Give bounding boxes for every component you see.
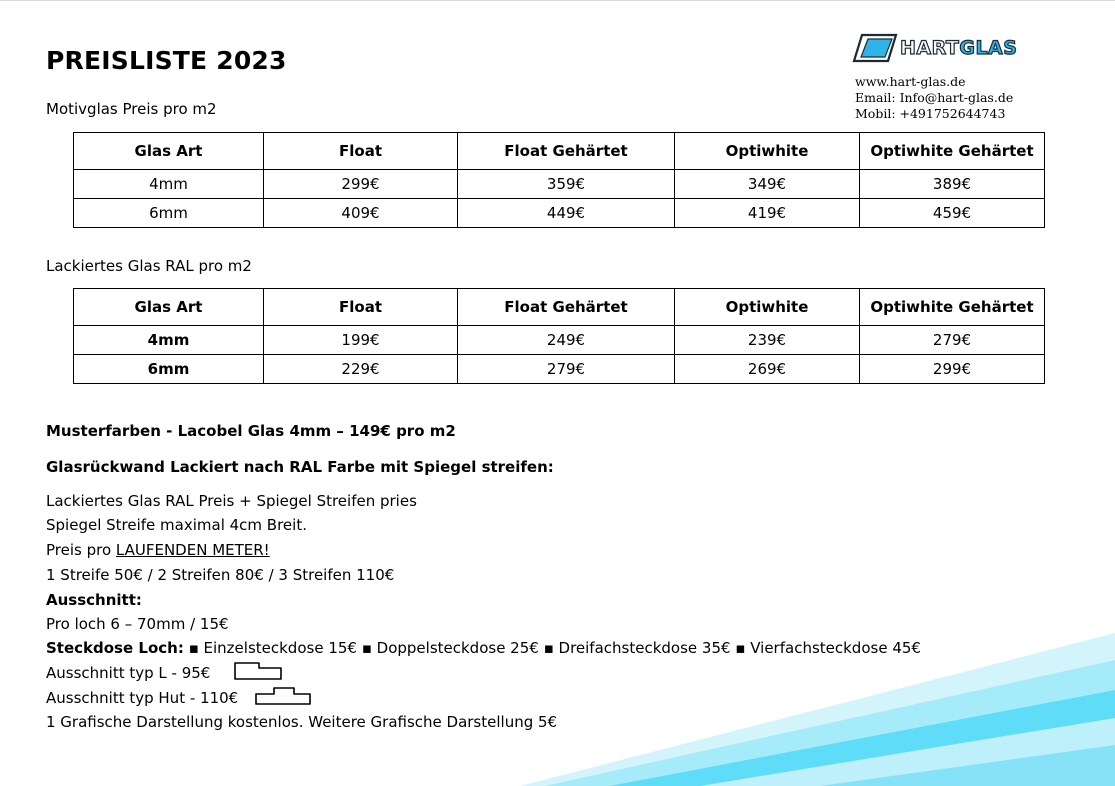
- table-cell: 249€: [458, 326, 675, 355]
- glasrueckwand-heading: Glasrückwand Lackiert nach RAL Farbe mit Spiegel streifen:: [46, 458, 554, 476]
- table-cell: 299€: [860, 355, 1045, 384]
- table-header-row: [74, 133, 1045, 170]
- table-cell: 229€: [264, 355, 458, 384]
- table-cell: 6mm: [74, 199, 264, 228]
- table-cell: 359€: [458, 170, 675, 199]
- motivglas-price-table: [73, 132, 1045, 228]
- table-cell: 349€: [675, 170, 860, 199]
- steckdose-label: Steckdose Loch:: [46, 639, 184, 657]
- table-cell: 239€: [675, 326, 860, 355]
- note-line: Ausschnitt typ L - 95€: [46, 664, 211, 682]
- table-cell: 199€: [264, 326, 458, 355]
- steckdose-line: [46, 639, 921, 657]
- table-cell: 459€: [860, 199, 1045, 228]
- table-cell: 299€: [264, 170, 458, 199]
- table-header-row: [74, 289, 1045, 326]
- contact-info: [855, 74, 1013, 122]
- table-cell: 4mm: [74, 170, 264, 199]
- l-cutout-sketch-icon: [233, 660, 285, 682]
- table1-caption: Motivglas Preis pro m2: [46, 100, 217, 118]
- table2-caption: Lackiertes Glas RAL pro m2: [46, 257, 252, 275]
- table-cell: 279€: [458, 355, 675, 384]
- glass-pane-logo-icon: [852, 33, 898, 63]
- header-cell: Optiwhite: [675, 289, 860, 326]
- header-cell: Optiwhite Gehärtet: [860, 289, 1045, 326]
- logo-text-glas: GLAS: [959, 37, 1018, 59]
- table-row: [74, 199, 1045, 228]
- table-row: [74, 170, 1045, 199]
- header-cell: Float: [264, 289, 458, 326]
- table-cell: 419€: [675, 199, 860, 228]
- note-line: [46, 541, 270, 559]
- musterfarben-note: Musterfarben - Lacobel Glas 4mm – 149€ pro m2: [46, 422, 456, 440]
- note-line: Spiegel Streife maximal 4cm Breit.: [46, 516, 307, 534]
- table-cell: 279€: [860, 326, 1045, 355]
- header-cell: Float Gehärtet: [458, 289, 675, 326]
- laufenden-meter-text: LAUFENDEN METER!: [115, 541, 270, 559]
- logo-text-hart: HART: [900, 37, 960, 59]
- table-cell: 6mm: [74, 355, 264, 384]
- page-title: PREISLISTE 2023: [46, 46, 287, 75]
- contact-website: www.hart-glas.de: [855, 74, 966, 89]
- hartglas-logo: [852, 33, 1032, 65]
- table-cell: 269€: [675, 355, 860, 384]
- ausschnitt-label: Ausschnitt:: [46, 591, 142, 609]
- table-cell: 449€: [458, 199, 675, 228]
- table-cell: 409€: [264, 199, 458, 228]
- table-row: [74, 355, 1045, 384]
- header-cell: Optiwhite: [675, 133, 860, 170]
- contact-email: Email: Info@hart-glas.de: [855, 90, 1014, 105]
- header-cell: Float: [264, 133, 458, 170]
- contact-mobile: Mobil: +491752644743: [855, 106, 1006, 121]
- hut-cutout-sketch-icon: [254, 686, 314, 708]
- note-line: Pro loch 6 – 70mm / 15€: [46, 615, 229, 633]
- table-cell: 389€: [860, 170, 1045, 199]
- preis-pro-prefix: Preis pro: [46, 541, 116, 559]
- header-cell: Optiwhite Gehärtet: [860, 133, 1045, 170]
- header-cell: Glas Art: [74, 289, 264, 326]
- table-cell: 4mm: [74, 326, 264, 355]
- steckdose-items: ▪ Einzelsteckdose 15€ ▪ Doppelsteckdose 25€ ▪ Dreifachsteckdose 35€ ▪ Vierfachsteckdose 45€: [188, 639, 921, 657]
- header-cell: Float Gehärtet: [458, 133, 675, 170]
- note-line: Lackiertes Glas RAL Preis + Spiegel Streifen pries: [46, 492, 417, 510]
- note-line: 1 Streife 50€ / 2 Streifen 80€ / 3 Streifen 110€: [46, 566, 395, 584]
- table-row: [74, 326, 1045, 355]
- header-cell: Glas Art: [74, 133, 264, 170]
- lackiertes-glas-price-table: [73, 288, 1045, 384]
- note-line: 1 Grafische Darstellung kostenlos. Weitere Grafische Darstellung 5€: [46, 713, 558, 731]
- note-line: Ausschnitt typ Hut - 110€: [46, 689, 239, 707]
